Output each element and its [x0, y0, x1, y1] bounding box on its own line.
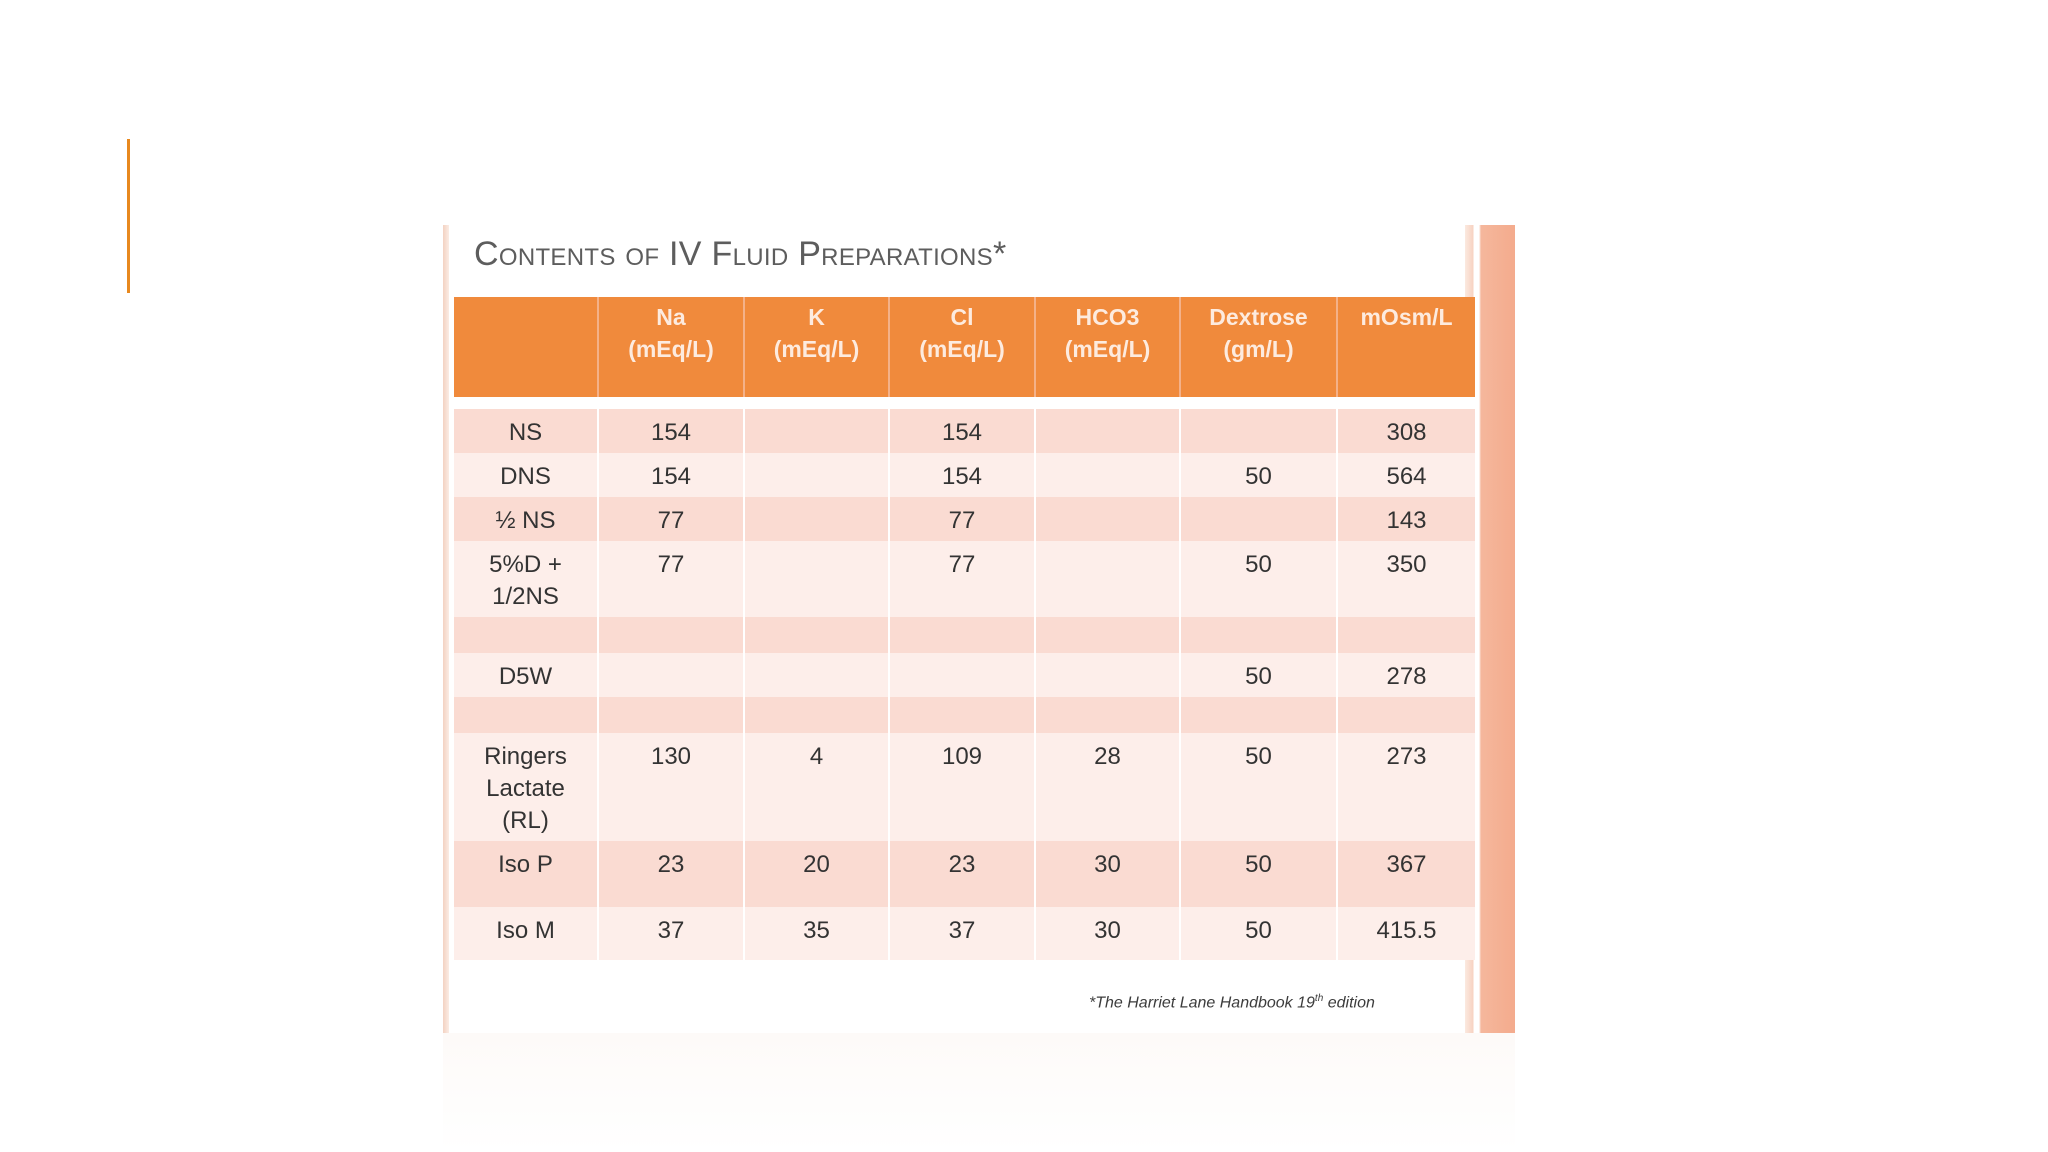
table-cell [1035, 697, 1180, 733]
table-cell [744, 697, 889, 733]
header-spacer-row [454, 397, 1475, 409]
slide-image [443, 225, 1515, 1033]
table-row [454, 697, 1475, 733]
table-cell: 30 [1035, 907, 1180, 960]
table-cell: 23 [889, 841, 1035, 907]
table-row [454, 653, 1475, 697]
table-cell [1337, 617, 1475, 653]
table-cell: 367 [1337, 841, 1475, 907]
row-label-cell [454, 697, 598, 733]
table-cell [744, 617, 889, 653]
table-cell: 154 [889, 409, 1035, 453]
table-cell: 35 [744, 907, 889, 960]
row-label-cell: NS [454, 409, 598, 453]
footnote [1089, 993, 1375, 1012]
table-cell [1180, 697, 1337, 733]
table-cell [744, 497, 889, 541]
table-cell: 37 [598, 907, 744, 960]
spacer-cell [744, 397, 889, 409]
table-row [454, 907, 1475, 960]
table-cell: 77 [598, 541, 744, 617]
column-header: Na (mEq/L) [598, 297, 744, 397]
table-cell: 77 [889, 541, 1035, 617]
table-cell [744, 541, 889, 617]
table-body [454, 397, 1475, 960]
table-cell: 130 [598, 733, 744, 841]
row-label-cell: Iso P [454, 841, 598, 907]
table-cell [1035, 409, 1180, 453]
spacer-cell [889, 397, 1035, 409]
column-header [454, 297, 598, 397]
table-row [454, 453, 1475, 497]
table-row [454, 841, 1475, 907]
table-cell: 50 [1180, 653, 1337, 697]
table-cell: 50 [1180, 541, 1337, 617]
row-label-cell: ½ NS [454, 497, 598, 541]
table-cell [1180, 497, 1337, 541]
table-cell [1035, 617, 1180, 653]
spacer-cell [1337, 397, 1475, 409]
table-row [454, 541, 1475, 617]
table-cell [889, 653, 1035, 697]
table-row [454, 409, 1475, 453]
table-cell: 50 [1180, 453, 1337, 497]
footnote-suffix: edition [1323, 994, 1375, 1012]
column-header: Dextrose (gm/L) [1180, 297, 1337, 397]
table-cell: 30 [1035, 841, 1180, 907]
accent-bar [127, 139, 130, 293]
table-cell: 143 [1337, 497, 1475, 541]
table-cell [744, 409, 889, 453]
table-cell [598, 697, 744, 733]
spacer-cell [1035, 397, 1180, 409]
table-cell [598, 617, 744, 653]
column-header: mOsm/L [1337, 297, 1475, 397]
table-cell: 350 [1337, 541, 1475, 617]
row-label-cell: Iso M [454, 907, 598, 960]
table-cell [1035, 541, 1180, 617]
row-label-cell: D5W [454, 653, 598, 697]
table-cell: 50 [1180, 907, 1337, 960]
table-cell: 28 [1035, 733, 1180, 841]
table-cell: 50 [1180, 841, 1337, 907]
spacer-cell [1180, 397, 1337, 409]
table-cell [1180, 409, 1337, 453]
spacer-cell [598, 397, 744, 409]
table-cell: 109 [889, 733, 1035, 841]
row-label-cell: Ringers Lactate (RL) [454, 733, 598, 841]
table-cell: 20 [744, 841, 889, 907]
footnote-superscript: th [1314, 993, 1324, 1004]
footnote-text: *The Harriet Lane Handbook 19 [1089, 994, 1315, 1012]
spacer-cell [454, 397, 598, 409]
column-header: HCO3 (mEq/L) [1035, 297, 1180, 397]
table-cell: 154 [598, 453, 744, 497]
table-cell: 154 [889, 453, 1035, 497]
table-cell: 273 [1337, 733, 1475, 841]
table-cell: 50 [1180, 733, 1337, 841]
table-cell [889, 697, 1035, 733]
table-cell [1035, 653, 1180, 697]
table-cell: 154 [598, 409, 744, 453]
table-row [454, 497, 1475, 541]
table-cell: 4 [744, 733, 889, 841]
table-cell [1180, 617, 1337, 653]
slide-title: Contents of IV Fluid Preparations* [474, 235, 1007, 273]
table-row [454, 617, 1475, 653]
table-cell [744, 653, 889, 697]
table-cell: 308 [1337, 409, 1475, 453]
table-cell [1337, 697, 1475, 733]
slide-left-border [443, 225, 449, 1033]
table-cell: 77 [598, 497, 744, 541]
table-cell [1035, 497, 1180, 541]
table-cell: 23 [598, 841, 744, 907]
table-row [454, 733, 1475, 841]
column-header: Cl (mEq/L) [889, 297, 1035, 397]
table-cell [1035, 453, 1180, 497]
row-label-cell: DNS [454, 453, 598, 497]
table-cell: 37 [889, 907, 1035, 960]
table-cell: 564 [1337, 453, 1475, 497]
row-label-cell [454, 617, 598, 653]
table-cell: 77 [889, 497, 1035, 541]
table-cell [598, 653, 744, 697]
table-cell: 415.5 [1337, 907, 1475, 960]
table-cell [889, 617, 1035, 653]
table-header-row [454, 297, 1475, 397]
slide-shadow [443, 1033, 1515, 1152]
table-cell: 278 [1337, 653, 1475, 697]
iv-fluid-table [454, 297, 1475, 960]
column-header: K (mEq/L) [744, 297, 889, 397]
row-label-cell: 5%D + 1/2NS [454, 541, 598, 617]
table-cell [744, 453, 889, 497]
